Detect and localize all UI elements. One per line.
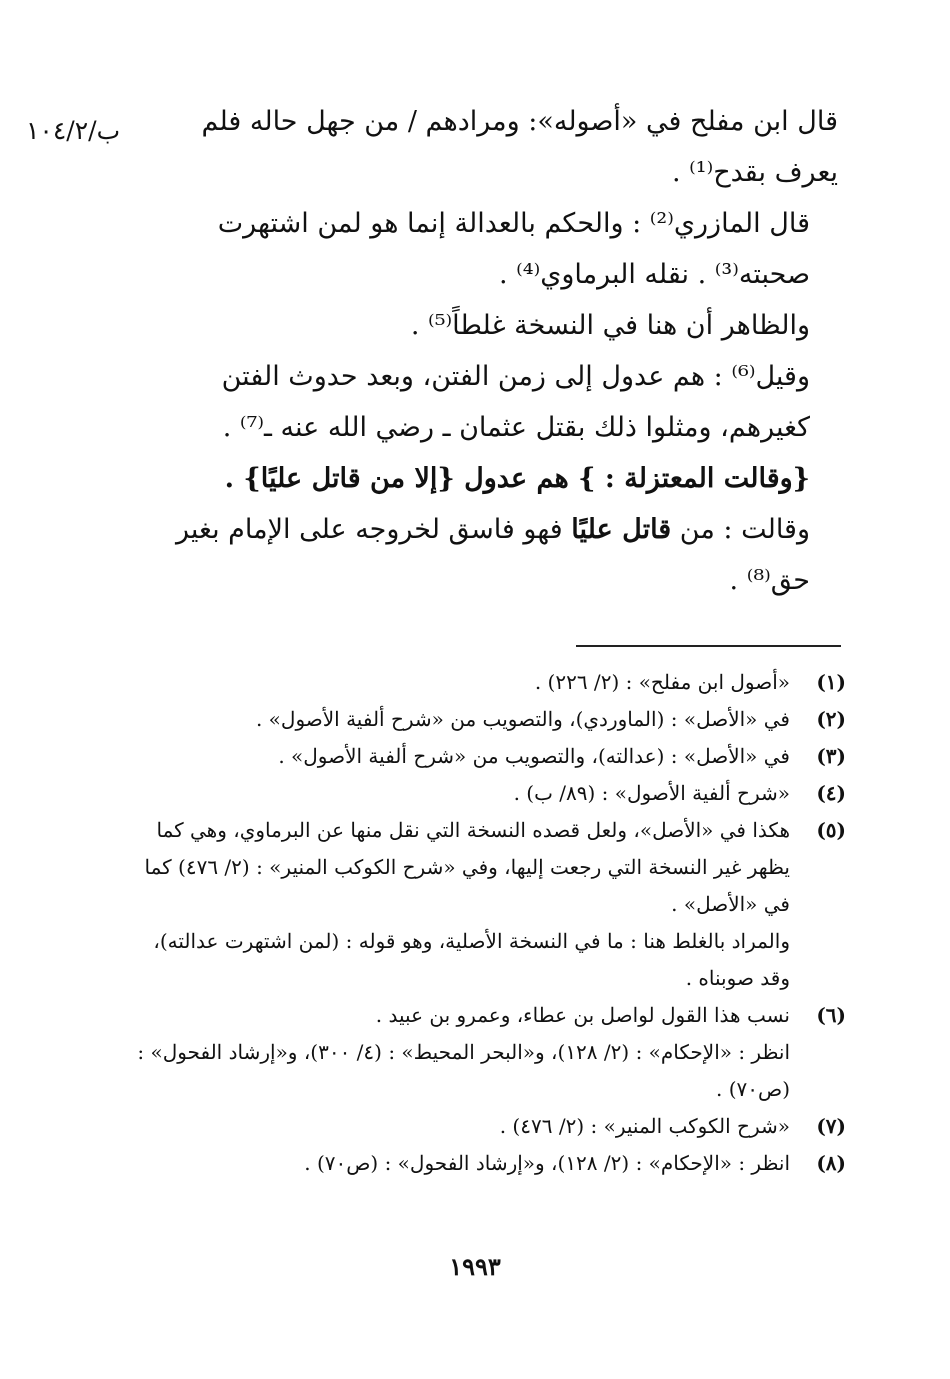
- footnote: [134, 738, 846, 775]
- footnote: [134, 701, 846, 738]
- paragraph-3: والظاهر أن هنا في النسخة غلطاً⁽⁵⁾ .: [410, 310, 810, 341]
- paragraph-5: {وقالت المعتزلة : } هم عدول {إلا من قاتل عليًا} .: [224, 463, 810, 494]
- footnote-text: والمراد بالغلط هنا : ما في النسخة الأصلية، وهو قوله : (لمن اشتهرت عدالته)، وقد صوبناه .: [153, 929, 790, 990]
- footnote-text: انظر : «الإحكام» : (٢/ ١٢٨)، و«إرشاد الفحول» : (ص٧٠) .: [304, 1151, 790, 1175]
- paragraph-2: قال المازري⁽²⁾ : والحكم بالعدالة إنما هو لمن اشتهرت صحبته⁽³⁾ . نقله البرماوي⁽⁴⁾ .: [217, 208, 810, 290]
- footnote-number: (١): [816, 670, 846, 694]
- paragraph-4: وقيل⁽⁶⁾ : هم عدول إلى زمن الفتن، وبعد حدوث الفتن كغيرهم، ومثلوا ذلك بقتل عثمان ـ رضي الله عنه ـ⁽⁷⁾ .: [221, 361, 810, 443]
- footnote-text: «شرح الكوكب المنير» : (٢/ ٤٧٦) .: [499, 1114, 790, 1138]
- footnote-number: (٨): [816, 1151, 846, 1175]
- footnote: [134, 997, 846, 1108]
- footnote: [134, 664, 846, 701]
- footnote-text: «أصول ابن مفلح» : (٢/ ٢٢٦) .: [534, 670, 790, 694]
- footnote: [134, 1145, 846, 1182]
- footnote-number: (٧): [816, 1114, 846, 1138]
- footnote: [134, 1108, 846, 1145]
- footnote-number: (٦): [816, 1003, 846, 1027]
- footnote: [134, 775, 846, 812]
- footnote-number: (٤): [816, 781, 846, 805]
- manuscript-folio-marker: ب/١٠٤/٢: [26, 116, 121, 145]
- footnotes: [134, 664, 846, 1182]
- paragraph-6: [138, 504, 838, 606]
- footnote-text: في «الأصل» : (الماوردي)، والتصويب من «شرح ألفية الأصول» .: [255, 707, 790, 731]
- page-number: ١٩٩٣: [449, 1252, 501, 1281]
- footnote-text: هكذا في «الأصل»، ولعل قصده النسخة التي نقل منها عن البرماوي، وهي كما يظهر غير النسخة التي رجعت إليها، وفي «شرح الكوكب المنير» : (٢/ ٤٧٦) كما في «الأصل» .: [144, 818, 790, 916]
- footnote-number: (٥): [816, 818, 846, 842]
- footnote-text: «شرح ألفية الأصول» : (٨٩/ ب) .: [513, 781, 790, 805]
- paragraph-6-bold: قاتل عليًا: [571, 514, 672, 545]
- paragraph-6-end: فهو فاسق لخروجه على الإمام بغير حق⁽⁸⁾ .: [176, 514, 810, 596]
- footnote: [134, 812, 846, 997]
- main-text: [138, 96, 838, 606]
- footnote-text: نسب هذا القول لواصل بن عطاء، وعمرو بن عبيد .: [375, 1003, 790, 1027]
- footnote-number: (٣): [816, 744, 846, 768]
- paragraph-1: قال ابن مفلح في «أصوله»: ومرادهم / من جهل حاله فلم يعرف بقدح⁽¹⁾ .: [201, 106, 838, 188]
- paragraph-6-start: وقالت : من: [671, 514, 810, 545]
- footnote-number: (٢): [816, 707, 846, 731]
- footnote-text: في «الأصل» : (عدالته)، والتصويب من «شرح ألفية الأصول» .: [278, 744, 790, 768]
- footnote-separator: [576, 645, 841, 647]
- footnote-text: انظر : «الإحكام» : (٢/ ١٢٨)، و«البحر المحيط» : (٤/ ٣٠٠)، و«إرشاد الفحول» : (ص٧٠) .: [137, 1040, 790, 1101]
